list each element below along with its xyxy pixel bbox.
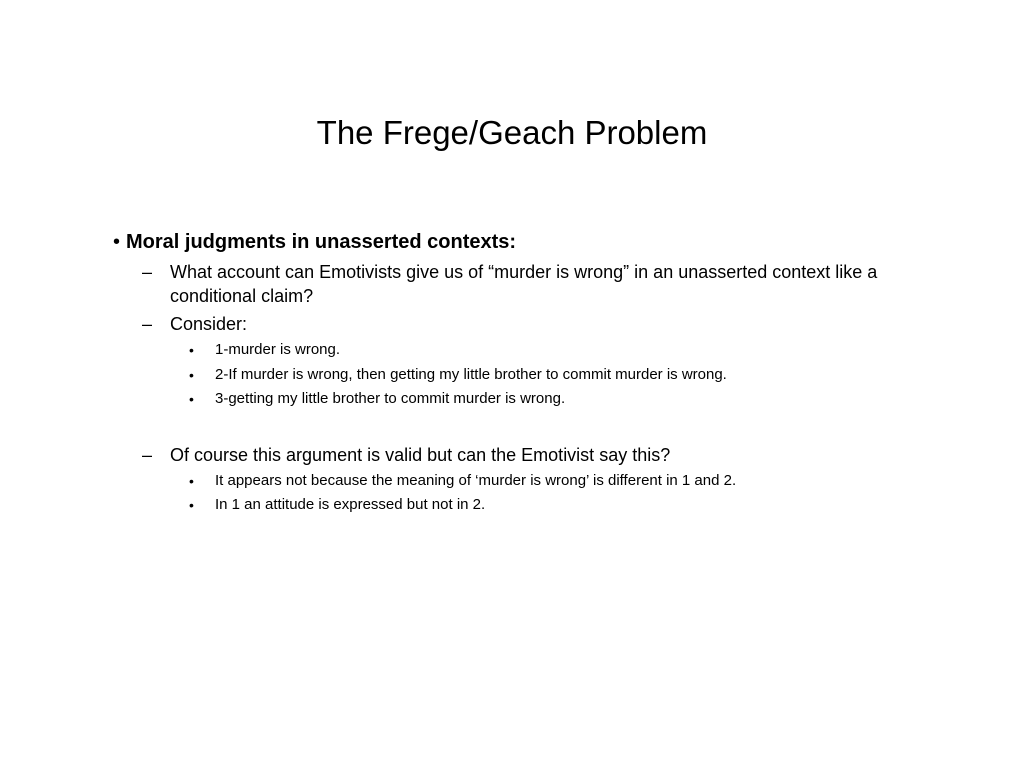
bullet-marker: •: [189, 391, 194, 407]
sub-sub-bullet-text: In 1 an attitude is expressed but not in 2.: [215, 496, 486, 513]
sub-sub-bullet-text: 2-If murder is wrong, then getting my little brother to commit murder is wrong.: [215, 366, 727, 383]
bullet-marker: •: [189, 342, 194, 358]
sub-sub-bullet-text: 3-getting my little brother to commit murder is wrong.: [215, 390, 566, 407]
sub-bullet-text: What account can Emotivists give us of “murder is wrong” in an unasserted context like a conditional claim?: [170, 262, 878, 306]
bullet-marker: •: [189, 367, 194, 383]
bullet-marker: •: [189, 473, 194, 489]
bullet-marker: •: [189, 497, 194, 513]
dash-marker: –: [142, 262, 153, 282]
bullet-text: Moral judgments in unasserted contexts:: [126, 231, 517, 253]
sub-bullet-text: Consider:: [170, 314, 248, 334]
sub-sub-bullet-text: 1-murder is wrong.: [215, 341, 341, 358]
sub-bullet-text: Of course this argument is valid but can the Emotivist say this?: [170, 445, 671, 465]
dash-marker: –: [142, 445, 153, 465]
dash-marker: –: [142, 314, 153, 334]
bullet-marker: •: [113, 231, 121, 253]
sub-sub-bullet-text: It appears not because the meaning of ‘murder is wrong’ is different in 1 and 2.: [215, 472, 737, 489]
slide-title: The Frege/Geach Problem: [316, 114, 708, 151]
